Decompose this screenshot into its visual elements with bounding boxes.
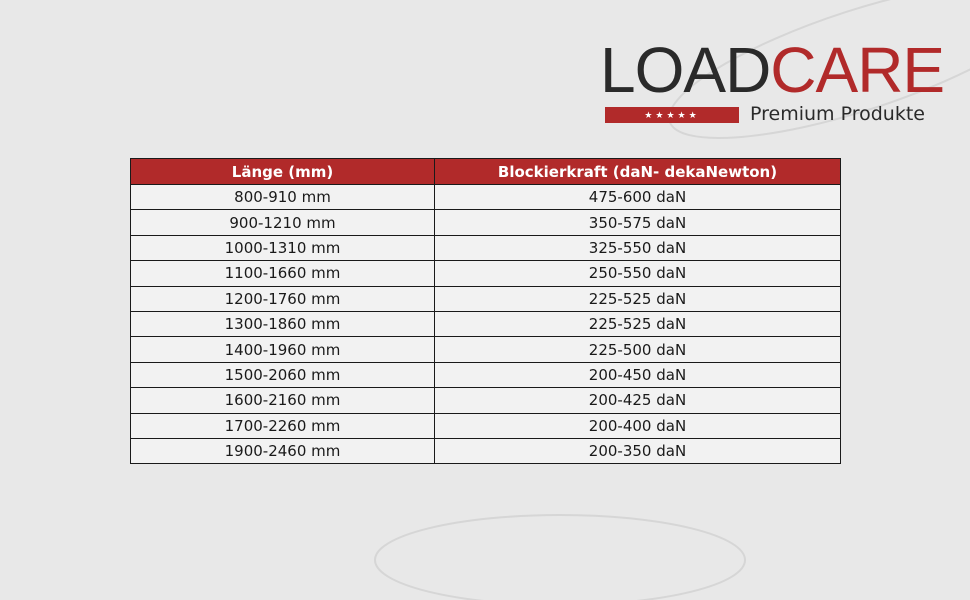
table-row (131, 185, 841, 210)
table-row (131, 337, 841, 362)
brand-tagline: Premium Produkte (750, 103, 925, 125)
force-cell: 200-450 daN (435, 362, 841, 387)
force-cell: 200-425 daN (435, 388, 841, 413)
length-cell: 1500-2060 mm (131, 362, 435, 387)
force-cell: 475-600 daN (435, 185, 841, 210)
brand-word-care: CARE (770, 34, 945, 106)
length-cell: 1900-2460 mm (131, 438, 435, 463)
length-cell: 800-910 mm (131, 185, 435, 210)
length-cell: 1300-1860 mm (131, 311, 435, 336)
length-cell: 900-1210 mm (131, 210, 435, 235)
table-row (131, 362, 841, 387)
length-cell: 1600-2160 mm (131, 388, 435, 413)
table-row (131, 235, 841, 260)
table-row (131, 261, 841, 286)
table-row (131, 210, 841, 235)
brand-word-load: LOAD (600, 34, 771, 106)
force-cell: 250-550 daN (435, 261, 841, 286)
length-cell: 1200-1760 mm (131, 286, 435, 311)
force-cell: 225-525 daN (435, 311, 841, 336)
force-cell: 200-350 daN (435, 438, 841, 463)
length-cell: 1700-2260 mm (131, 413, 435, 438)
table-row (131, 413, 841, 438)
table-row (131, 286, 841, 311)
specification-table (130, 158, 841, 464)
table-row (131, 438, 841, 463)
column-header-blocking-force: Blockierkraft (daN- dekaNewton) (435, 159, 841, 185)
loadcare-logo (600, 34, 952, 130)
length-cell: 1000-1310 mm (131, 235, 435, 260)
force-cell: 225-500 daN (435, 337, 841, 362)
length-cell: 1400-1960 mm (131, 337, 435, 362)
brand-wordmark (600, 34, 945, 106)
force-cell: 200-400 daN (435, 413, 841, 438)
length-cell: 1100-1660 mm (131, 261, 435, 286)
column-header-length: Länge (mm) (131, 159, 435, 185)
force-cell: 225-525 daN (435, 286, 841, 311)
table-row (131, 388, 841, 413)
table-header-row (131, 159, 841, 185)
force-cell: 350-575 daN (435, 210, 841, 235)
rating-stars-bar: ★★★★★ (605, 107, 739, 123)
table-row (131, 311, 841, 336)
force-cell: 325-550 daN (435, 235, 841, 260)
